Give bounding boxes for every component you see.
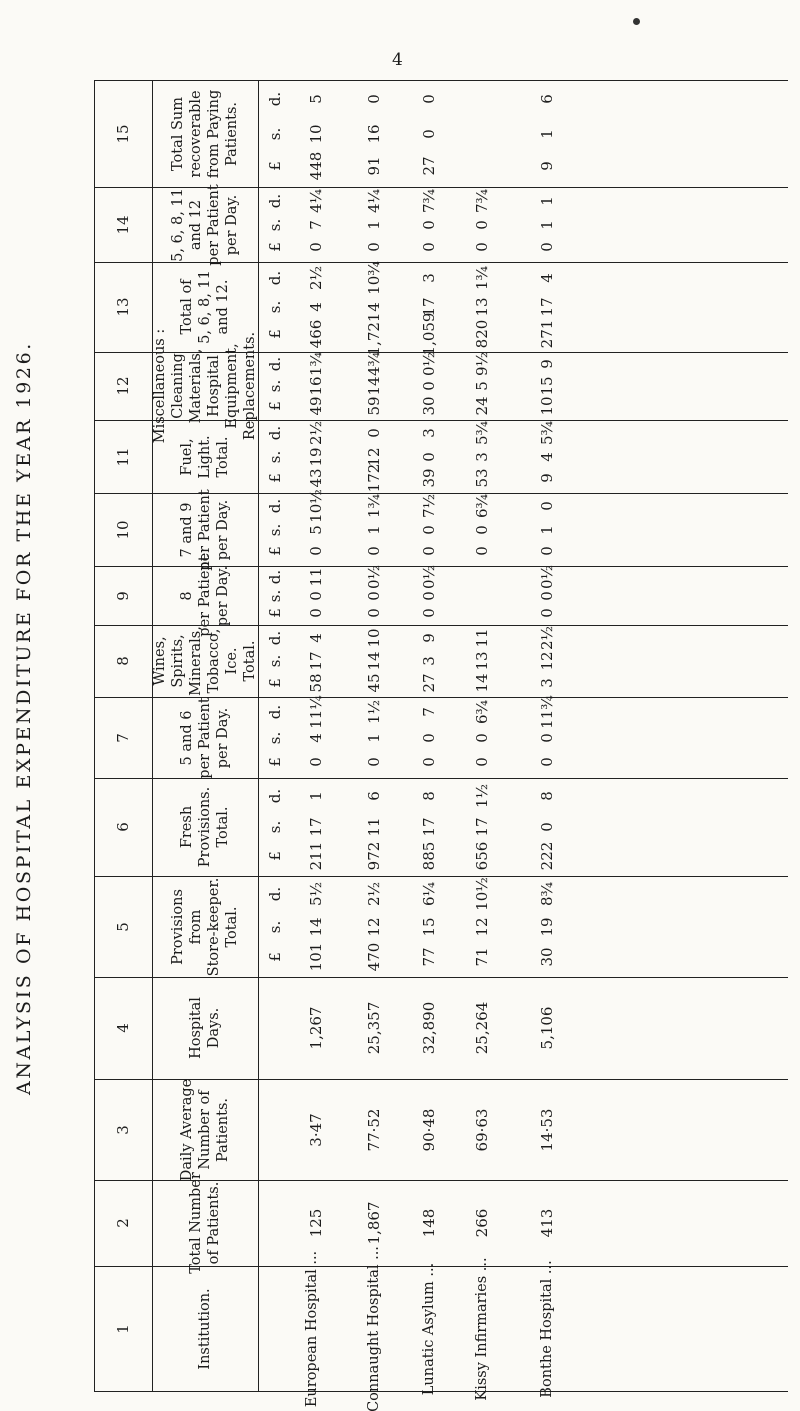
cell-c14-pounds: 0 (365, 242, 383, 252)
column-heading-line: 5, 6, 8, 11 (170, 187, 186, 262)
column-number-13: 13 (114, 297, 132, 317)
column-heading-line: 7 and 9 (179, 502, 195, 557)
column-heading-line: Fresh (179, 805, 195, 849)
column-heading-line: Materials, (188, 348, 204, 424)
cell-c12-pence: 9 (538, 359, 556, 370)
column-rule-5 (94, 977, 788, 978)
cell-c13-pounds: 466 (307, 319, 325, 349)
cell-c9-shillings: 0 (365, 590, 383, 601)
cell-c11-pence: 5¾ (473, 421, 491, 446)
unit-label: £ (266, 757, 284, 767)
column-heading-line: Total. (215, 436, 231, 478)
header-left-rule (152, 80, 153, 1391)
column-heading-line: Patients. (215, 1097, 231, 1162)
cell-c7-pence: 1½ (365, 699, 383, 724)
cell-c12-shillings: 16 (307, 376, 325, 396)
cell-c7-pence: 7 (420, 706, 438, 717)
column-heading-line: from (188, 909, 204, 944)
unit-label: s. (266, 218, 284, 231)
cell-c11-shillings: 19 (307, 446, 325, 467)
cell-c12-pounds: 30 (420, 396, 438, 416)
unit-label: d. (266, 193, 284, 208)
cell-c8-pounds: 58 (307, 673, 325, 693)
cell-c6-pence: 1½ (473, 783, 491, 808)
cell-c14-pounds: 0 (538, 242, 556, 252)
column-heading-line: Number of (197, 1089, 213, 1170)
cell-c2: 413 (538, 1208, 556, 1238)
cell-c7-pence: 11¾ (538, 694, 556, 729)
cell-c5-shillings: 12 (365, 916, 383, 937)
cell-c10-pounds: 0 (538, 546, 556, 557)
column-heading-line: per Day. (224, 194, 240, 255)
cell-c6-pounds: 222 (538, 842, 556, 871)
cell-c5-shillings: 19 (538, 916, 556, 937)
cell-c11-pence: 2½ (307, 421, 325, 446)
column-number-7: 7 (114, 732, 132, 743)
cell-c5-pounds: 71 (473, 947, 491, 967)
cell-c3: 77·52 (365, 1108, 383, 1151)
cell-c5-pence: 10½ (473, 877, 491, 911)
cell-c13-pence: 2½ (307, 266, 325, 291)
cell-c6-shillings: 17 (307, 817, 325, 837)
column-heading-line: of Patients. (206, 1181, 222, 1265)
unit-label: s. (266, 450, 284, 463)
cell-c15-pounds: 27 (420, 156, 438, 176)
cell-c15-pence: 6 (538, 94, 556, 105)
cell-c6-pence: 1 (307, 790, 325, 801)
unit-label: s. (266, 589, 284, 602)
cell-c11-pence: 5¾ (538, 421, 556, 446)
column-heading-line: Equipment, (224, 343, 240, 429)
cell-c10-shillings: 0 (420, 524, 438, 535)
column-heading-line: Hospital (206, 355, 222, 417)
column-heading-line: per Day. (215, 565, 231, 626)
cell-c13-shillings: 13 (473, 297, 491, 317)
cell-c15-shillings: 0 (420, 128, 438, 139)
cell-c7-pounds: 0 (420, 757, 438, 767)
unit-label: d. (266, 425, 284, 441)
column-number-2: 2 (114, 1218, 132, 1228)
cell-c6-shillings: 17 (473, 817, 491, 837)
cell-c10-pounds: 0 (420, 546, 438, 557)
cell-c5-pounds: 77 (420, 947, 438, 967)
column-heading-line: and 12. (215, 279, 231, 335)
column-heading-6 (178, 787, 232, 867)
cell-c6-pounds: 211 (307, 842, 325, 871)
cell-c10-pounds: 0 (365, 546, 383, 557)
cell-c5-pence: 6¼ (420, 882, 438, 907)
unit-label: d. (266, 92, 284, 107)
column-heading-line: per Patient (197, 488, 213, 571)
unit-label: s. (266, 300, 284, 314)
cell-c4: 32,890 (420, 1001, 438, 1055)
column-number-4: 4 (114, 1023, 132, 1033)
unit-label: £ (266, 851, 284, 862)
institution-name: European Hospital ... (304, 1250, 320, 1407)
unit-label: £ (266, 473, 284, 484)
cell-c9-pence: 0½ (365, 564, 383, 589)
cell-c5-pence: 2½ (365, 882, 383, 907)
cell-c13-pounds: 820 (473, 319, 491, 349)
column-heading-line: Provisions (170, 888, 186, 965)
column-heading-line: Store-keeper. (206, 877, 222, 976)
cell-c9-pence: 0½ (538, 564, 556, 589)
cell-c11-shillings: 12 (365, 446, 383, 467)
cell-c13-pounds: 1,059 (420, 312, 438, 356)
cell-c10-pence: 7½ (420, 494, 438, 519)
column-heading-5 (169, 877, 241, 976)
cell-c2: 125 (307, 1208, 325, 1238)
column-heading-line: Patients. (224, 101, 240, 166)
cell-c7-pounds: 0 (538, 757, 556, 767)
column-heading-line: per Day. (215, 499, 231, 560)
unit-label: s. (266, 654, 284, 668)
column-heading-line: per Patient (206, 183, 222, 266)
cell-c12-pounds: 10 (538, 396, 556, 416)
column-heading-7 (178, 697, 232, 778)
cell-c14-shillings: 1 (538, 219, 556, 230)
unit-label: s. (266, 820, 284, 834)
column-heading-line: per Patient (197, 554, 213, 637)
cell-c8-pounds: 3 (538, 677, 556, 688)
cell-c14-shillings: 7 (307, 219, 325, 230)
cell-c15-shillings: 10 (307, 123, 325, 144)
column-heading-line: Days. (206, 1007, 222, 1049)
column-heading-line: Tobacco, (206, 628, 222, 694)
cell-c8-pounds: 45 (365, 673, 383, 693)
cell-c9-pounds: 0 (365, 608, 383, 618)
cell-c7-pounds: 0 (473, 757, 491, 767)
cell-c12-pounds: 49 (307, 396, 325, 416)
column-heading-line: Total Number (188, 1172, 204, 1274)
cell-c12-shillings: 14 (365, 376, 383, 396)
cell-c9-pence: 11 (307, 567, 325, 587)
column-heading-2 (187, 1172, 223, 1274)
cell-c8-shillings: 14 (365, 651, 383, 671)
page-number: 4 (392, 50, 403, 70)
cell-c6-pounds: 656 (473, 842, 491, 871)
cell-c6-pence: 8 (420, 790, 438, 801)
cell-c7-pence: 6¾ (473, 699, 491, 724)
column-number-8: 8 (114, 656, 132, 666)
cell-c4: 1,267 (307, 1006, 325, 1050)
cell-c14-pence: 7¾ (420, 188, 438, 213)
column-heading-line: Spirits, (170, 634, 186, 688)
cell-c11-pounds: 53 (473, 468, 491, 488)
column-heading-line: Total Sum (170, 96, 186, 171)
column-heading-13 (178, 270, 232, 344)
cell-c5-shillings: 12 (473, 916, 491, 937)
column-heading-line: Fuel, (179, 437, 195, 476)
cell-c6-pence: 8 (538, 790, 556, 801)
column-heading-4 (187, 997, 223, 1059)
cell-c5-pounds: 101 (307, 942, 325, 972)
cell-c8-pence: 10 (365, 628, 383, 648)
cell-c3: 90·48 (420, 1108, 438, 1151)
institution-name: Lunatic Asylum ... (421, 1262, 437, 1395)
unit-label: £ (266, 677, 284, 688)
column-heading-line: Daily Average (179, 1078, 195, 1181)
unit-label: d. (266, 271, 284, 286)
column-heading-line: recoverable (188, 89, 204, 178)
cell-c12-pence: 1¾ (307, 352, 325, 377)
column-heading-line: 5 and 6 (179, 710, 195, 765)
institution-name: Bonthe Hospital ... (539, 1259, 555, 1398)
column-number-5: 5 (114, 921, 132, 932)
column-heading-line: Hospital (188, 997, 204, 1059)
column-number-15: 15 (114, 123, 132, 144)
cell-c13-pounds: 271 (538, 319, 556, 349)
column-number-10: 10 (114, 519, 132, 540)
unit-label: d. (266, 498, 284, 514)
cell-c10-pence: 6¾ (473, 494, 491, 519)
cell-c12-shillings: 5 (473, 381, 491, 391)
cell-c6-pence: 6 (365, 790, 383, 801)
column-heading-line: Total. (242, 640, 258, 682)
cell-c15-pence: 5 (307, 94, 325, 105)
cell-c14-pounds: 0 (473, 242, 491, 252)
cell-c6-shillings: 17 (420, 817, 438, 837)
cell-c8-pence: 9 (420, 633, 438, 643)
column-heading-line: Cleaning (170, 353, 186, 419)
column-number-14: 14 (114, 214, 132, 235)
cell-c5-pounds: 470 (365, 942, 383, 972)
column-heading-line: from Paying (206, 89, 222, 178)
cell-c15-shillings: 16 (365, 123, 383, 144)
cell-c15-pounds: 448 (307, 151, 325, 180)
unit-label: d. (266, 704, 284, 719)
cell-c10-shillings: 0 (473, 524, 491, 535)
cell-c10-shillings: 1 (538, 524, 556, 535)
cell-c7-pounds: 0 (365, 757, 383, 767)
cell-c13-shillings: 17 (420, 297, 438, 317)
cell-c13-pounds: 1,721 (365, 312, 383, 356)
cell-c13-shillings: 17 (538, 297, 556, 317)
cell-c14-pence: 4¼ (307, 188, 325, 213)
column-heading-1 (196, 1288, 214, 1369)
cell-c10-pounds: 0 (473, 546, 491, 557)
cell-c7-shillings: 0 (420, 732, 438, 743)
unit-label: s. (266, 920, 284, 933)
cell-c5-shillings: 15 (420, 916, 438, 937)
unit-label: £ (266, 329, 284, 339)
column-heading-line: Ice. (224, 647, 240, 675)
cell-c11-pence: 0 (365, 428, 383, 438)
cell-c11-shillings: 3 (473, 451, 491, 462)
table-top-rule (94, 80, 788, 81)
institution-name: Kissy Infirmaries ... (474, 1256, 490, 1401)
cell-c10-pence: 0 (538, 501, 556, 511)
column-heading-line: per Patient (197, 696, 213, 779)
cell-c13-pence: 1¾ (473, 266, 491, 291)
unit-label: £ (266, 160, 284, 171)
cell-c13-pence: 3 (420, 273, 438, 283)
unit-label: d. (266, 569, 284, 584)
cell-c12-pounds: 24 (473, 396, 491, 416)
column-heading-line: and 12 (188, 199, 204, 250)
unit-label: £ (266, 242, 284, 252)
cell-c14-pence: 4¼ (365, 188, 383, 213)
column-heading-15 (169, 89, 241, 178)
cell-c8-pence: 4 (307, 633, 325, 643)
cell-c9-shillings: 0 (538, 590, 556, 601)
column-rule-1 (94, 1391, 788, 1392)
cell-c10-pence: 1¾ (365, 494, 383, 519)
cell-c14-pounds: 0 (420, 242, 438, 252)
cell-c2: 148 (420, 1208, 438, 1238)
column-heading-3 (178, 1078, 232, 1180)
cell-c9-pounds: 0 (420, 608, 438, 618)
cell-c3: 69·63 (473, 1108, 491, 1151)
cell-c8-shillings: 12 (538, 651, 556, 671)
column-heading-line: 8 (179, 590, 195, 601)
cell-c12-shillings: 15 (538, 376, 556, 396)
column-heading-14 (169, 184, 241, 265)
cell-c3: 14·53 (538, 1108, 556, 1151)
cell-c13-shillings: 4 (307, 302, 325, 312)
cell-c15-pounds: 9 (538, 160, 556, 171)
cell-c13-pence: 10¾ (365, 261, 383, 296)
cell-c8-pounds: 14 (473, 673, 491, 693)
column-heading-line: per Day. (215, 707, 231, 768)
cell-c7-pounds: 0 (307, 757, 325, 767)
cell-c9-shillings: 0 (420, 590, 438, 601)
cell-c14-pence: 1 (538, 195, 556, 206)
cell-c9-pence: 0½ (420, 564, 438, 589)
cell-c5-pence: 5½ (307, 882, 325, 907)
cell-c5-pence: 8¾ (538, 882, 556, 907)
cell-c11-shillings: 4 (538, 451, 556, 462)
unit-label: d. (266, 788, 284, 803)
column-number-1: 1 (114, 1323, 132, 1334)
cell-c4: 25,264 (473, 1001, 491, 1055)
cell-c15-shillings: 1 (538, 128, 556, 139)
cell-c7-shillings: 0 (473, 732, 491, 743)
column-number-12: 12 (114, 376, 132, 396)
column-heading-line: Miscellaneous : (152, 328, 168, 444)
unit-label: d. (266, 886, 284, 902)
cell-c14-shillings: 0 (420, 219, 438, 230)
column-heading-line: Replacements. (242, 331, 258, 441)
cell-c4: 5,106 (538, 1006, 556, 1050)
header-right-rule (258, 80, 259, 1391)
cell-c8-shillings: 13 (473, 651, 491, 671)
cell-c13-pence: 4 (538, 273, 556, 283)
institution-name: Connaught Hospital ... (366, 1245, 382, 1411)
column-heading-line: Total of (179, 279, 195, 335)
cell-c5-shillings: 14 (307, 916, 325, 937)
cell-c8-pounds: 27 (420, 673, 438, 693)
cell-c11-pounds: 43 (307, 468, 325, 488)
cell-c10-shillings: 5 (307, 524, 325, 535)
cell-c7-pence: 11¼ (307, 694, 325, 729)
unit-label: £ (266, 952, 284, 962)
cell-c12-pounds: 59 (365, 396, 383, 416)
cell-c9-pounds: 0 (538, 608, 556, 618)
cell-c8-pence: 11 (473, 628, 491, 648)
cell-c6-pounds: 885 (420, 842, 438, 871)
column-heading-line: 5, 6, 8, 11 (197, 270, 213, 344)
column-heading-line: Provisions. (197, 786, 213, 868)
page-title: ANALYSIS OF HOSPITAL EXPENDITURE FOR THE YEAR 1926. (13, 341, 35, 1095)
cell-c12-pence: 0½ (420, 352, 438, 377)
column-number-11: 11 (114, 446, 132, 467)
table-left-rule (94, 80, 95, 1391)
cell-c11-shillings: 0 (420, 451, 438, 462)
cell-c6-shillings: 0 (538, 822, 556, 832)
cell-c12-shillings: 0 (420, 381, 438, 391)
cell-c10-pence: 10½ (307, 489, 325, 523)
column-heading-line: Light. (197, 434, 213, 479)
column-heading-line: Institution. (197, 1287, 213, 1370)
cell-c2: 1,867 (365, 1201, 383, 1245)
cell-c11-pounds: 39 (420, 468, 438, 488)
cell-c10-pounds: 0 (307, 546, 325, 557)
cell-c11-pounds: 172 (365, 464, 383, 493)
unit-label: s. (266, 731, 284, 744)
cell-c8-shillings: 17 (307, 651, 325, 671)
column-heading-line: Wines, (152, 636, 168, 686)
cell-c7-shillings: 4 (307, 732, 325, 743)
column-heading-line: Total. (224, 906, 240, 948)
cell-c14-pence: 7¾ (473, 188, 491, 213)
cell-c11-pounds: 9 (538, 473, 556, 484)
cell-c11-pence: 3 (420, 428, 438, 438)
cell-c9-pounds: 0 (307, 608, 325, 618)
cell-c4: 25,357 (365, 1001, 383, 1055)
unit-label: s. (266, 127, 284, 140)
cell-c5-pounds: 30 (538, 947, 556, 967)
cell-c2: 266 (473, 1208, 491, 1238)
unit-label: s. (266, 523, 284, 536)
unit-label: £ (266, 608, 284, 618)
cell-c6-shillings: 11 (365, 817, 383, 837)
unit-label: £ (266, 546, 284, 557)
cell-c3: 3·47 (307, 1112, 325, 1147)
column-heading-10 (178, 489, 232, 570)
cell-c9-shillings: 0 (307, 590, 325, 601)
cell-c14-shillings: 1 (365, 219, 383, 230)
column-heading-line: Minerals, (188, 626, 204, 696)
unit-label: £ (266, 401, 284, 412)
cell-c7-shillings: 0 (538, 732, 556, 743)
cell-c14-shillings: 0 (473, 219, 491, 230)
column-heading-12 (151, 329, 259, 443)
cell-c10-shillings: 1 (365, 524, 383, 535)
column-heading-line: Total. (215, 806, 231, 848)
column-number-6: 6 (114, 822, 132, 832)
cell-c15-pounds: 91 (365, 156, 383, 176)
unit-label: d. (266, 630, 284, 646)
cell-c8-shillings: 3 (420, 656, 438, 666)
cell-c15-pence: 0 (365, 94, 383, 105)
cell-c7-shillings: 1 (365, 732, 383, 743)
cell-c8-pence: 2½ (538, 625, 556, 650)
unit-label: s. (266, 379, 284, 393)
cell-c15-pence: 0 (420, 94, 438, 105)
cell-c12-pence: 4¾ (365, 352, 383, 377)
column-number-3: 3 (114, 1124, 132, 1135)
cell-c14-pounds: 0 (307, 242, 325, 252)
cell-c12-pence: 9½ (473, 352, 491, 377)
cell-c6-pounds: 972 (365, 842, 383, 871)
unit-label: d. (266, 357, 284, 372)
column-number-9: 9 (114, 590, 132, 601)
cell-c13-shillings: 4 (365, 302, 383, 312)
